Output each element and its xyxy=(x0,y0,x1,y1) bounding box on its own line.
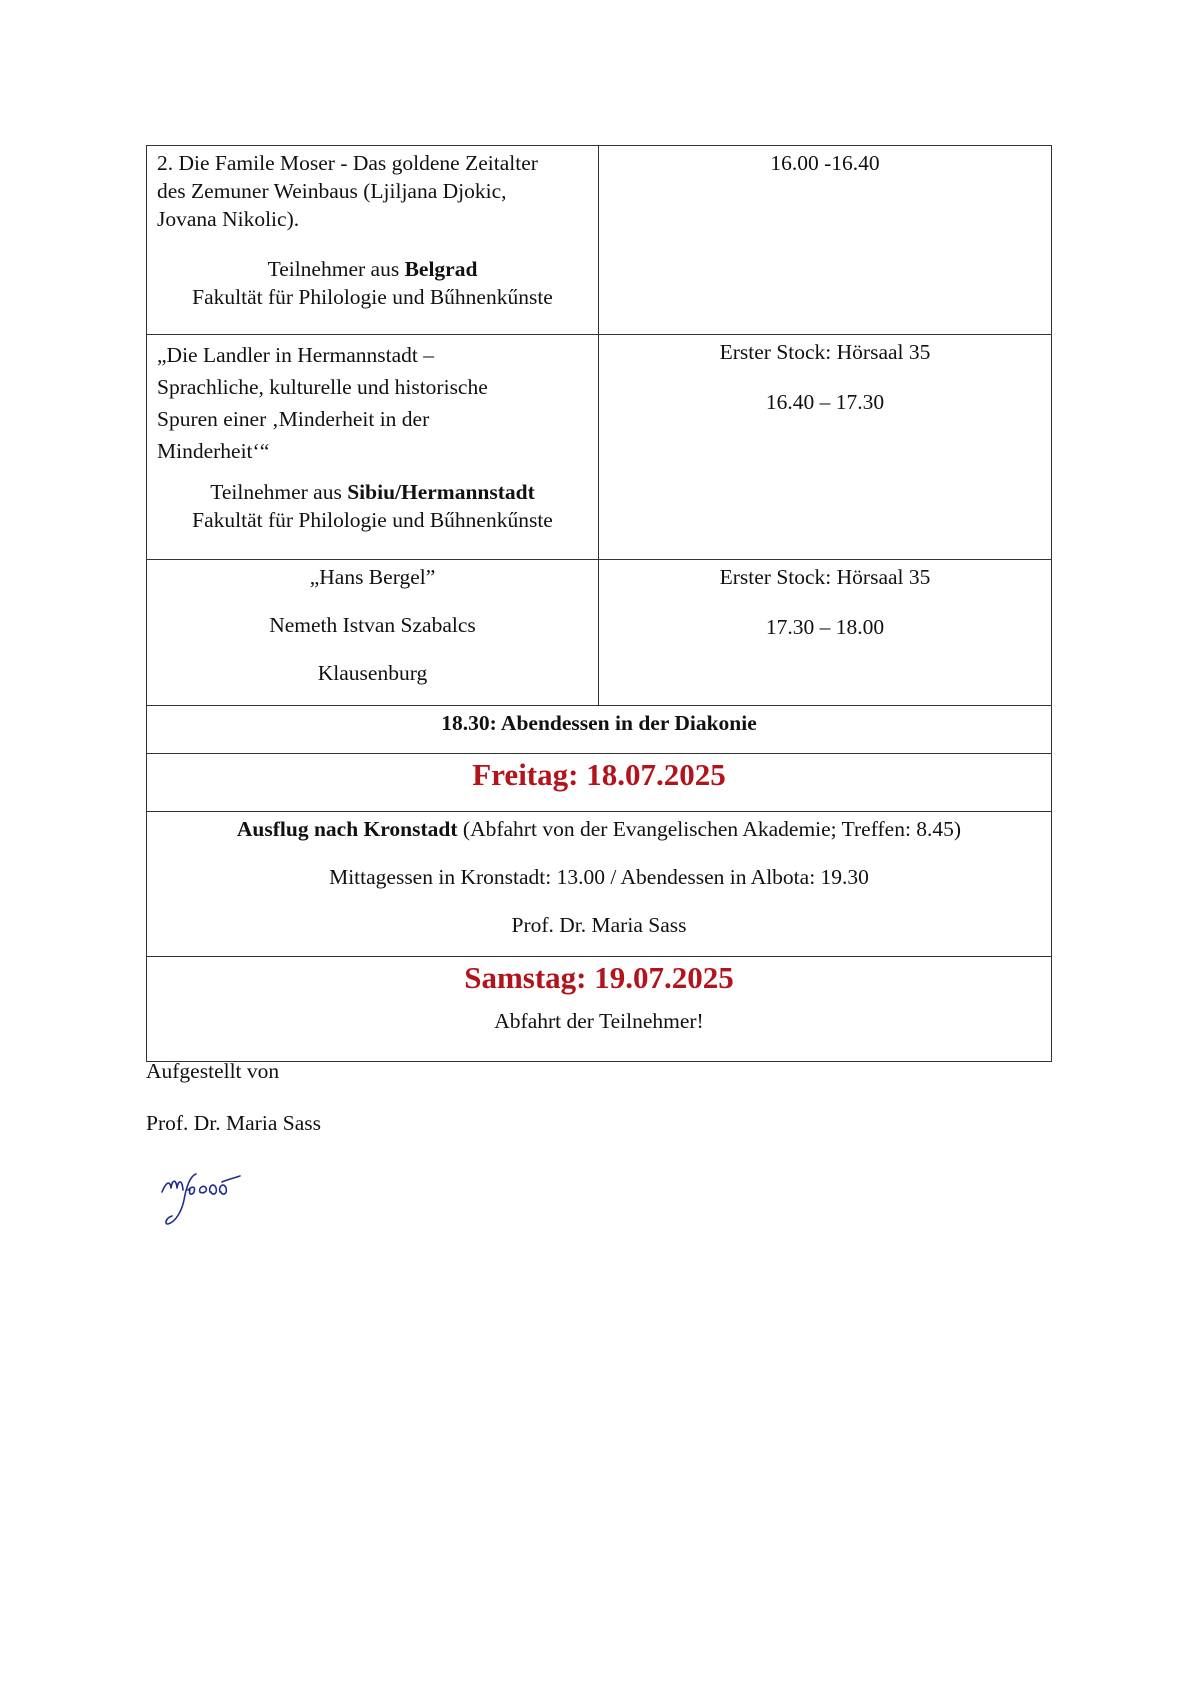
excursion-title: Ausflug nach Kronstadt xyxy=(236,817,458,841)
session-title-line: „Die Landler in Hermannstadt – xyxy=(157,343,435,367)
session-room: Erster Stock: Hörsaal 35 xyxy=(719,340,931,364)
compiled-by-label: Aufgestellt von xyxy=(146,1059,280,1083)
session-title-line: Sprachliche, kulturelle und historische xyxy=(157,375,488,399)
session-title-line: 2. Die Famile Moser - Das goldene Zeitalter xyxy=(157,151,538,175)
time-cell xyxy=(599,335,1052,560)
session-place: Klausenburg xyxy=(317,660,428,685)
table-row xyxy=(147,706,1052,754)
session-room: Erster Stock: Hörsaal 35 xyxy=(719,565,931,589)
session-time: 16.00 -16.40 xyxy=(770,151,880,175)
session-title-line: Spuren einer ‚Minderheit in der xyxy=(157,407,430,431)
dinner-cell xyxy=(147,706,1052,754)
session-speaker: Nemeth Istvan Szabalcs xyxy=(269,612,476,637)
session-time: 17.30 – 18.00 xyxy=(765,614,885,639)
table-row xyxy=(147,957,1052,1062)
participants-line: Teilnehmer aus Belgrad xyxy=(267,256,478,281)
friday-title-cell xyxy=(147,754,1052,812)
session-cell xyxy=(147,335,599,560)
session-title-line: Minderheit‘“ xyxy=(157,439,270,463)
departure-note: Abfahrt der Teilnehmer! xyxy=(494,1008,704,1033)
time-cell xyxy=(599,560,1052,706)
session-cell xyxy=(147,560,599,706)
excursion-leader: Prof. Dr. Maria Sass xyxy=(511,912,687,937)
time-cell xyxy=(599,146,1052,335)
friday-details-cell xyxy=(147,812,1052,957)
signature-image xyxy=(156,1166,246,1228)
session-title: „Hans Bergel” xyxy=(309,565,436,589)
faculty-line: Fakultät für Philologie und Bűhnenkűnste xyxy=(192,507,553,532)
session-time: 16.40 – 17.30 xyxy=(765,389,885,414)
session-title-line: des Zemuner Weinbaus (Ljiljana Djokic, xyxy=(157,178,507,203)
author-name: Prof. Dr. Maria Sass xyxy=(146,1111,321,1135)
schedule-table xyxy=(146,145,1052,1062)
table-row xyxy=(147,335,1052,560)
friday-title: Freitag: 18.07.2025 xyxy=(472,757,726,792)
saturday-cell xyxy=(147,957,1052,1062)
table-row xyxy=(147,754,1052,812)
dinner-text: 18.30: Abendessen in der Diakonie xyxy=(441,711,757,735)
table-row xyxy=(147,812,1052,957)
session-cell xyxy=(147,146,599,335)
faculty-line: Fakultät für Philologie und Bűhnenkűnste xyxy=(192,284,553,309)
participants-line: Teilnehmer aus Sibiu/Hermannstadt xyxy=(210,480,535,504)
session-title-line: Jovana Nikolic). xyxy=(157,206,300,231)
excursion-line: Ausflug nach Kronstadt (Abfahrt von der Evangelischen Akademie; Treffen: 8.45) xyxy=(236,817,962,841)
participants-city: Belgrad xyxy=(404,256,478,281)
meals-line: Mittagessen in Kronstadt: 13.00 / Abendessen in Albota: 19.30 xyxy=(329,864,869,889)
saturday-title: Samstag: 19.07.2025 xyxy=(464,960,734,995)
table-row xyxy=(147,146,1052,335)
table-row xyxy=(147,560,1052,706)
participants-city: Sibiu/Hermannstadt xyxy=(347,480,535,504)
